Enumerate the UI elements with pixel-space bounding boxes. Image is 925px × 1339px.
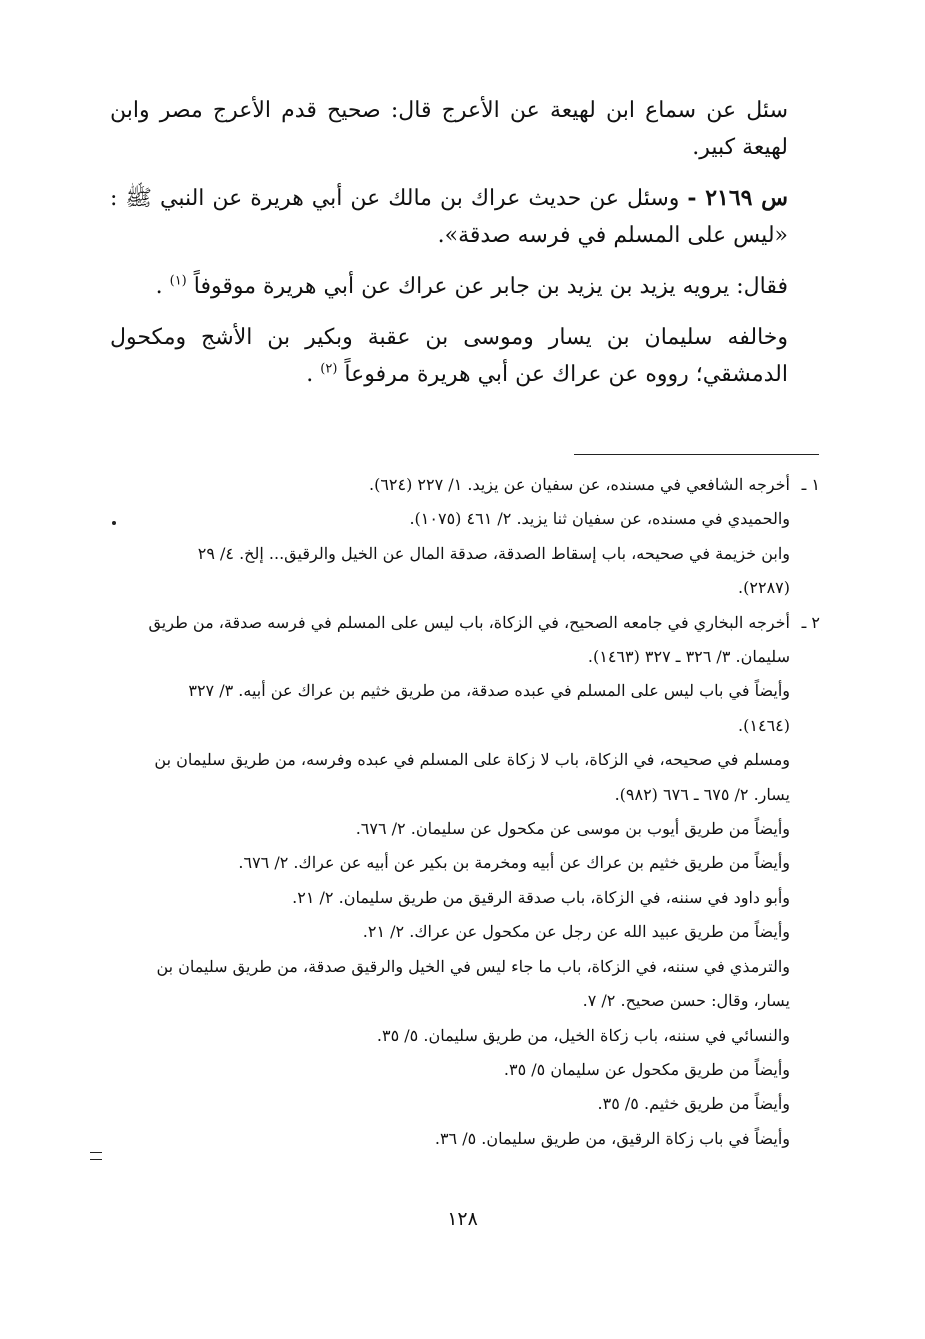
paragraph-4-end: .	[306, 362, 321, 387]
answer-text: فقال: يرويه يزيد بن يزيد بن جابر عن عراك عن أبي هريرة موقوفاً	[193, 274, 788, 299]
main-text	[110, 92, 788, 407]
footnote-1	[108, 468, 820, 606]
answer-paragraph	[110, 268, 788, 305]
footnote-line: وأيضاً من طريق خثيم بن عراك عن أبيه ومخرمة بن بكير عن أبيه عن عراك. ٢/ ٦٧٦.	[238, 853, 790, 873]
question-text: وسئل عن حديث عراك بن مالك عن أبي هريرة عن النبي ﷺ : «ليس على المسلم في فرسه صدقة».	[110, 186, 788, 248]
footnote-line: والترمذي في سننه، في الزكاة، باب ما جاء ليس في الخيل والرقيق صدقة، من طريق سليمان بن	[156, 956, 790, 976]
footnote-line: وأيضاً في باب زكاة الرقيق، من طريق سليمان. ٥/ ٣٦.	[434, 1128, 790, 1148]
footnote-1-number: ١ ـ	[801, 475, 820, 494]
footnote-line: وأيضاً في باب ليس على المسلم في عبده صدقة، من طريق خثيم بن عراك عن أبيه. ٣/ ٣٢٧	[188, 681, 790, 701]
continuation-mark	[90, 1152, 102, 1160]
footnote-line: يسار. ٢/ ٦٧٥ ـ ٦٧٦ (٩٨٢).	[614, 784, 790, 804]
footnote-line: (٢٢٨٧).	[738, 578, 790, 598]
footnote-ref-1: (١)	[169, 273, 187, 289]
footnote-line: وأيضاً من طريق مكحول عن سليمان ٥/ ٣٥.	[503, 1059, 790, 1079]
page-number: ١٢٨	[447, 1208, 478, 1230]
footnote-line: وأيضاً من طريق أيوب بن موسى عن مكحول عن سليمان. ٢/ ٦٧٦.	[355, 819, 790, 839]
footnote-line: وأيضاً من طريق خثيم. ٥/ ٣٥.	[597, 1094, 790, 1114]
question-number: س ٢١٦٩ -	[687, 185, 789, 211]
footnote-line: ومسلم في صحيحه، في الزكاة، باب لا زكاة على المسلم في عبده وفرسه، من طريق سليمان بن	[154, 750, 790, 770]
paragraph-1-text: سئل عن سماع ابن لهيعة عن الأعرج قال: صحيح قدم الأعرج مصر وابن لهيعة كبير.	[110, 98, 788, 160]
paragraph-1	[110, 92, 788, 166]
footnote-2	[108, 606, 820, 1157]
footnote-line: (١٤٦٤).	[738, 715, 790, 735]
answer-end: .	[155, 274, 170, 299]
footnote-line: أخرجه الشافعي في مسنده، عن سفيان عن يزيد. ١/ ٢٢٧ (٦٢٤).	[368, 475, 790, 494]
footnote-2-number: ٢ ـ	[801, 612, 820, 632]
paragraph-4	[110, 319, 788, 393]
footnote-ref-2: (٢)	[320, 361, 338, 377]
footnote-line: وابن خزيمة في صحيحه، باب إسقاط الصدقة، صدقة المال عن الخيل والرقيق... إلخ. ٤/ ٢٩	[197, 543, 790, 563]
footnote-line: وأبو داود في سننه، في الزكاة، باب صدقة الرقيق من طريق سليمان. ٢/ ٢١.	[292, 887, 790, 907]
footnotes	[108, 468, 820, 1156]
paragraph-4-text: وخالفه سليمان بن يسار وموسى بن عقبة وبكير بن الأشج ومكحول الدمشقي؛ رووه عن عراك عن أبي هريرة مرفوعاً	[110, 325, 788, 387]
footnote-line: أخرجه البخاري في جامعه الصحيح، في الزكاة، باب ليس على المسلم في فرسه صدقة، من طريق	[148, 612, 790, 632]
footnote-line: والحميدي في مسنده، عن سفيان ثنا يزيد. ٢/ ٤٦١ (١٠٧٥).	[409, 509, 790, 529]
footnote-line: والنسائي في سننه، باب زكاة الخيل، من طريق سليمان. ٥/ ٣٥.	[376, 1025, 790, 1045]
footnote-line: سليمان. ٣/ ٣٢٦ ـ ٣٢٧ (١٤٦٣).	[587, 647, 790, 667]
footnote-line: يسار، وقال: حسن صحيح. ٢/ ٧.	[582, 991, 790, 1011]
footnote-separator	[574, 454, 819, 455]
footnote-line: وأيضاً من طريق عبيد الله عن رجل عن مكحول عن عراك. ٢/ ٢١.	[362, 922, 790, 942]
question-paragraph	[110, 180, 788, 254]
